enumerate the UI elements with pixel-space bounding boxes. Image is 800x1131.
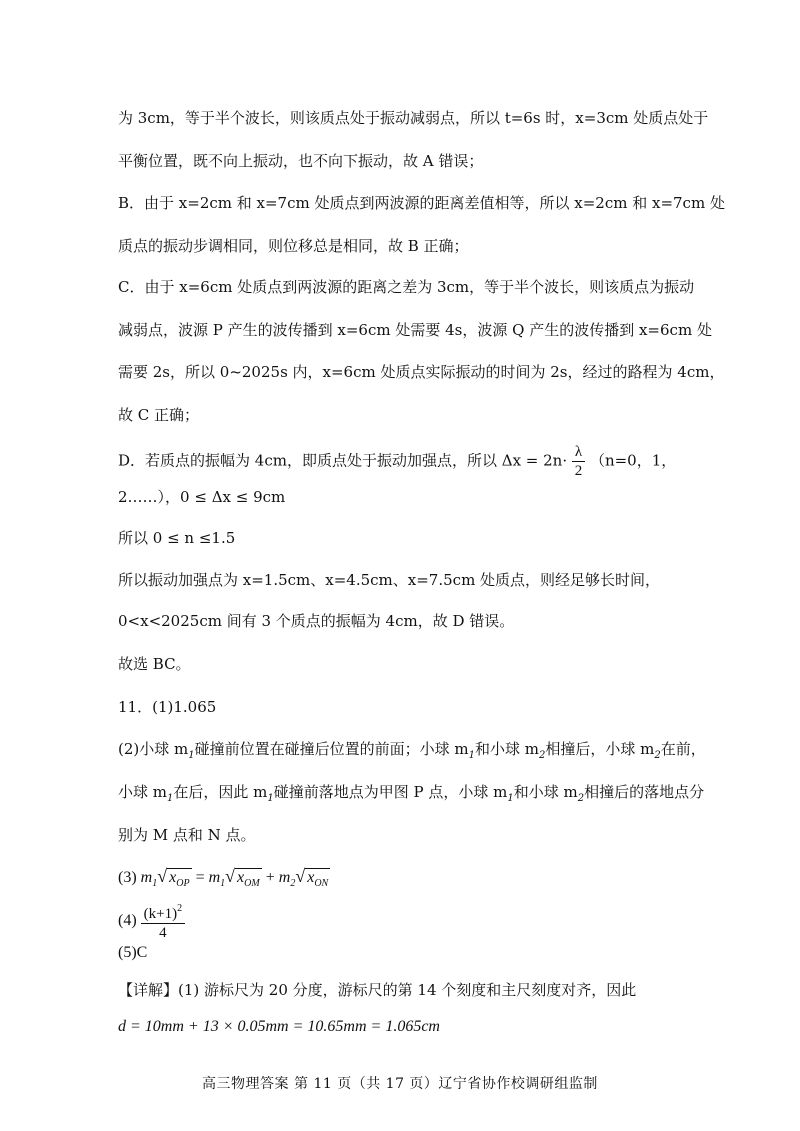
q11-2a-text1: (2)小球 m xyxy=(118,740,189,758)
frac-den: 4 xyxy=(159,925,167,941)
q11-part3-formula: (3) $m_1√$ $x_{OP} = m_1√$ $x_{OM} + m_2√$ $x_{ON}$ xyxy=(118,866,329,889)
q11-3-label: (3) xyxy=(118,869,141,886)
strong-points-line: 所以振动加强点为 x=1.5cm、x=4.5cm、x=7.5cm 处质点，则经足够长时间， xyxy=(118,571,661,589)
frac-denominator: 2 xyxy=(574,463,583,479)
k-plus-one-squared-over-four xyxy=(141,900,185,942)
q11-2a-text4: 相撞后，小球 m xyxy=(545,740,655,758)
text-line-8: 故 C 正确； xyxy=(118,406,200,424)
subscript-2: 2 xyxy=(577,793,585,804)
q11-2b-text5: 相撞后的落地点分 xyxy=(584,783,705,801)
option-d-suffix: （n=0，1， xyxy=(589,451,677,470)
q11-part2-line2 xyxy=(118,782,704,809)
option-d-prefix: D．若质点的振幅为 4cm，即质点处于振动加强点，所以 Δx = 2n· xyxy=(118,451,568,470)
subscript-2: 2 xyxy=(654,750,661,761)
subscript-1: 1 xyxy=(267,793,274,804)
text-line-1: 为 3cm，等于半个波长，则该质点处于振动减弱点，所以 t=6s 时，x=3cm 处质点处于 xyxy=(118,109,709,127)
vernier-formula: d = 10mm + 13 × 0.05mm = 10.65mm = 1.065cm xyxy=(118,1018,440,1035)
text-line-7: 需要 2s，所以 0~2025s 内，x=6cm 处质点实际振动的时间为 2s，经过的路程为 4cm， xyxy=(118,363,725,381)
answer-choice: 故选 BC。 xyxy=(118,655,191,673)
text-line-5: C．由于 x=6cm 处质点到两波源的距离之差为 3cm，等于半个波长，则该质点为振动 xyxy=(118,278,695,296)
q11-2a-text5: 在前， xyxy=(660,740,706,758)
q11-2a-text2: 碰撞前位置在碰撞后位置的前面；小球 m xyxy=(194,740,469,758)
page-footer: 高三物理答案 第 11 页（共 17 页）辽宁省协作校调研组监制 xyxy=(202,1076,598,1092)
q11-2b-text1: 小球 m xyxy=(118,783,167,801)
q11-part2-line1 xyxy=(118,739,706,766)
q11-2b-text4: 和小球 m xyxy=(513,783,578,801)
q11-part4 xyxy=(118,900,185,942)
q11-2b-text3: 碰撞前落地点为甲图 P 点，小球 m xyxy=(273,783,508,801)
frac-numerator: λ xyxy=(572,443,585,462)
q11-part1: 11．(1)1.065 xyxy=(118,698,217,716)
q11-2a-text3: 和小球 m xyxy=(475,740,539,758)
q11-part2-line3: 别为 M 点和 N 点。 xyxy=(118,826,256,844)
q11-2b-text2: 在后，因此 m xyxy=(173,783,268,801)
lambda-over-two xyxy=(572,443,585,480)
frac-num: (k+1) xyxy=(143,906,178,922)
subscript-1: 1 xyxy=(507,793,514,804)
detail-heading: 【详解】(1) 游标尺为 20 分度，游标尺的第 14 个刻度和主尺刻度对齐，因此 xyxy=(118,981,637,999)
text-line-2: 平衡位置，既不向上振动，也不向下振动，故 A 错误； xyxy=(118,152,484,170)
text-line-4: 质点的振动步调相同，则位移总是相同，故 B 正确； xyxy=(118,237,469,255)
subscript-1: 1 xyxy=(167,793,174,804)
range-line: 2……），0 ≤ Δx ≤ 9cm xyxy=(118,488,286,506)
n-range-line: 所以 0 ≤ n ≤1.5 xyxy=(118,529,236,547)
subscript-1: 1 xyxy=(188,750,195,761)
subscript-1: 1 xyxy=(468,750,475,761)
exponent: 2 xyxy=(177,903,183,914)
text-line-3: B．由于 x=2cm 和 x=7cm 处质点到两波源的距离差值相等，所以 x=2cm 和 x=7cm 处 xyxy=(118,194,725,212)
q11-part5: (5)C xyxy=(118,944,148,961)
subscript-2: 2 xyxy=(539,750,546,761)
q11-4-label: (4) xyxy=(118,912,137,929)
count-line: 0<x<2025cm 间有 3 个质点的振幅为 4cm，故 D 错误。 xyxy=(118,612,515,630)
option-d-line xyxy=(118,443,676,480)
text-line-6: 减弱点，波源 P 产生的波传播到 x=6cm 处需要 4s，波源 Q 产生的波传播到 x=6cm 处 xyxy=(118,321,712,339)
